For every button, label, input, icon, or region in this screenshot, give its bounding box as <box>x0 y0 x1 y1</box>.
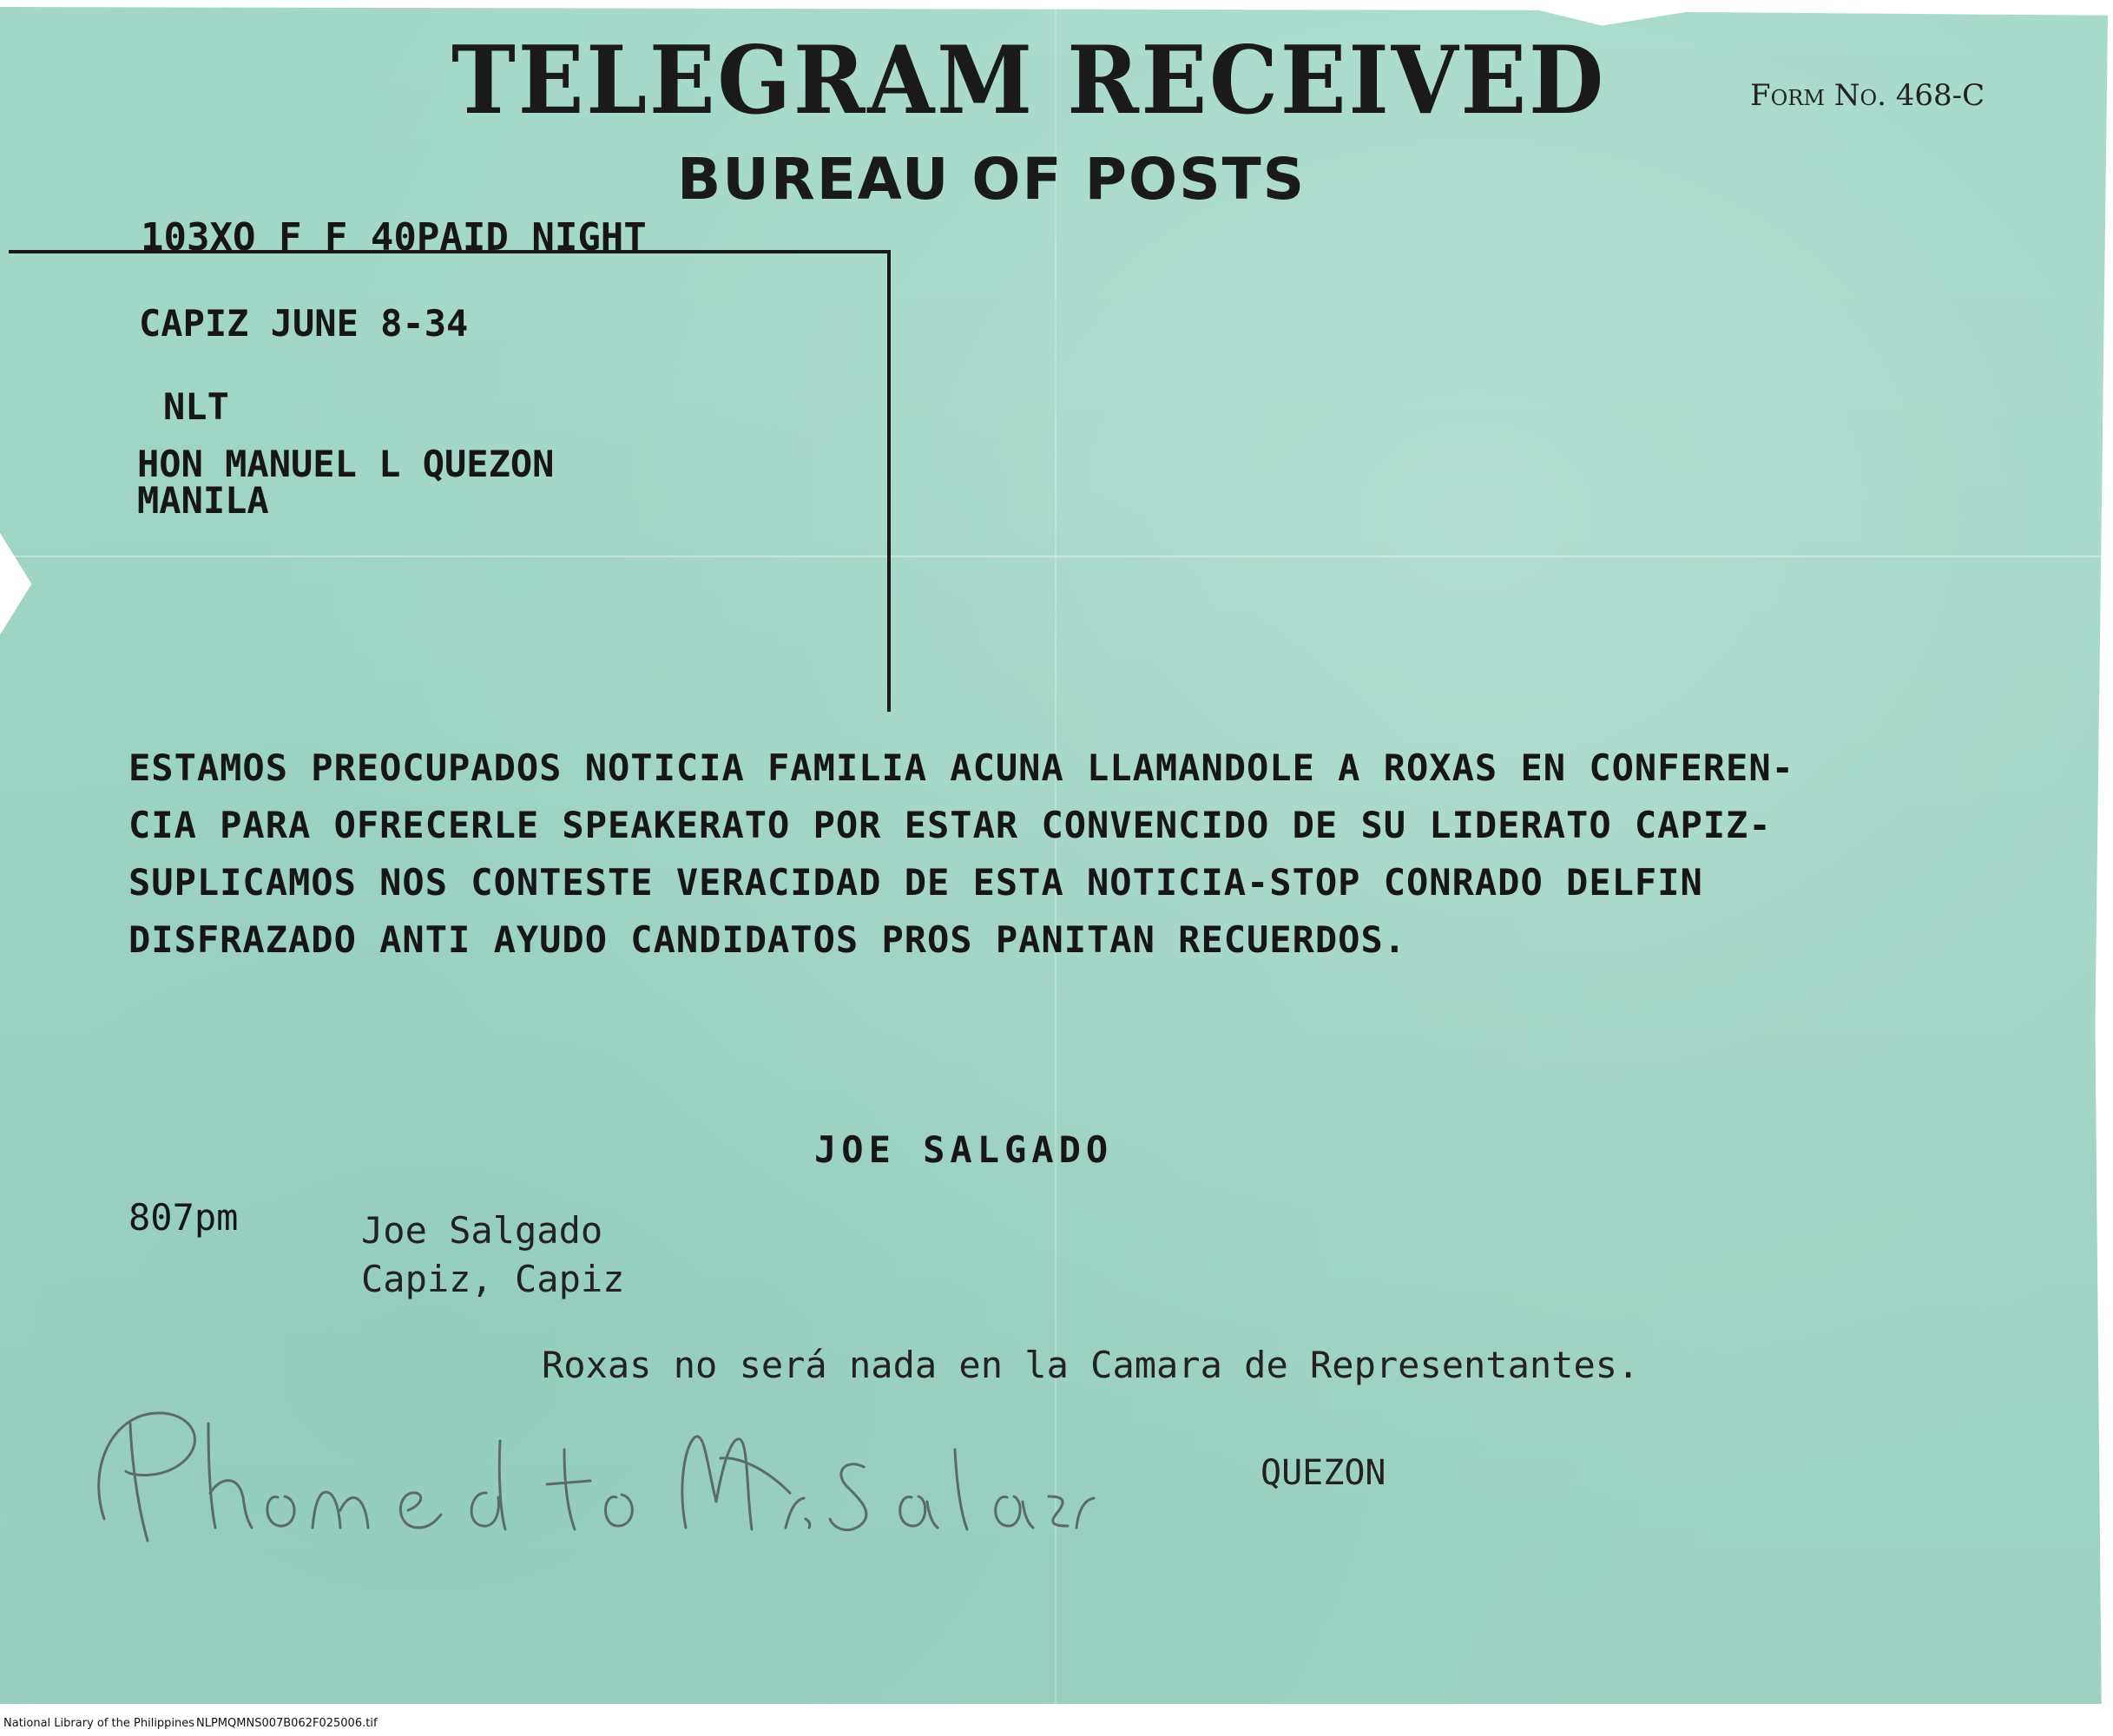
message-body <box>128 740 2056 969</box>
sender-block <box>361 1207 624 1304</box>
sender-signature: JOE SALGADO <box>814 1128 1114 1171</box>
form-number: Form No. 468-C <box>1750 78 1985 113</box>
message-line: SUPLICAMOS NOS CONTESTE VERACIDAD DE ESTA NOTICIA-STOP CONRADO DELFIN <box>128 861 1703 904</box>
reply-text: Roxas no será nada en la Camara de Representantes. <box>542 1344 1640 1386</box>
transmission-meta-line: 103XO F F 40PAID NIGHT <box>141 215 647 260</box>
received-time: 807pm <box>128 1196 239 1239</box>
addressee-city: MANILA <box>137 479 269 522</box>
message-class: NLT <box>163 385 229 428</box>
archive-footer <box>0 1708 2113 1736</box>
telegram-title: TELEGRAM RECEIVED <box>451 26 1606 135</box>
archive-institution: National Library of the Philippines <box>3 1717 195 1730</box>
message-line: ESTAMOS PREOCUPADOS NOTICIA FAMILIA ACUNA LLAMANDOLE A ROXAS EN CONFEREN- <box>128 746 1794 789</box>
handwritten-note <box>78 1389 1103 1562</box>
addressee-name: HON MANUEL L QUEZON <box>137 443 555 485</box>
origin-date: CAPIZ JUNE 8-34 <box>139 302 469 345</box>
message-line: DISFRAZADO ANTI AYUDO CANDIDATOS PROS PANITAN RECUERDOS. <box>128 918 1407 961</box>
reply-signature: QUEZON <box>1261 1453 1386 1493</box>
sender-name: Joe Salgado <box>361 1209 603 1252</box>
sender-place: Capiz, Capiz <box>361 1258 625 1300</box>
message-line: CIA PARA OFRECERLE SPEAKERATO POR ESTAR CONVENCIDO DE SU LIDERATO CAPIZ- <box>128 804 1772 846</box>
archive-file-id: NLPMQMNS007B062F025006.tif <box>196 1717 378 1730</box>
bureau-subtitle: BUREAU OF POSTS <box>677 146 1307 213</box>
